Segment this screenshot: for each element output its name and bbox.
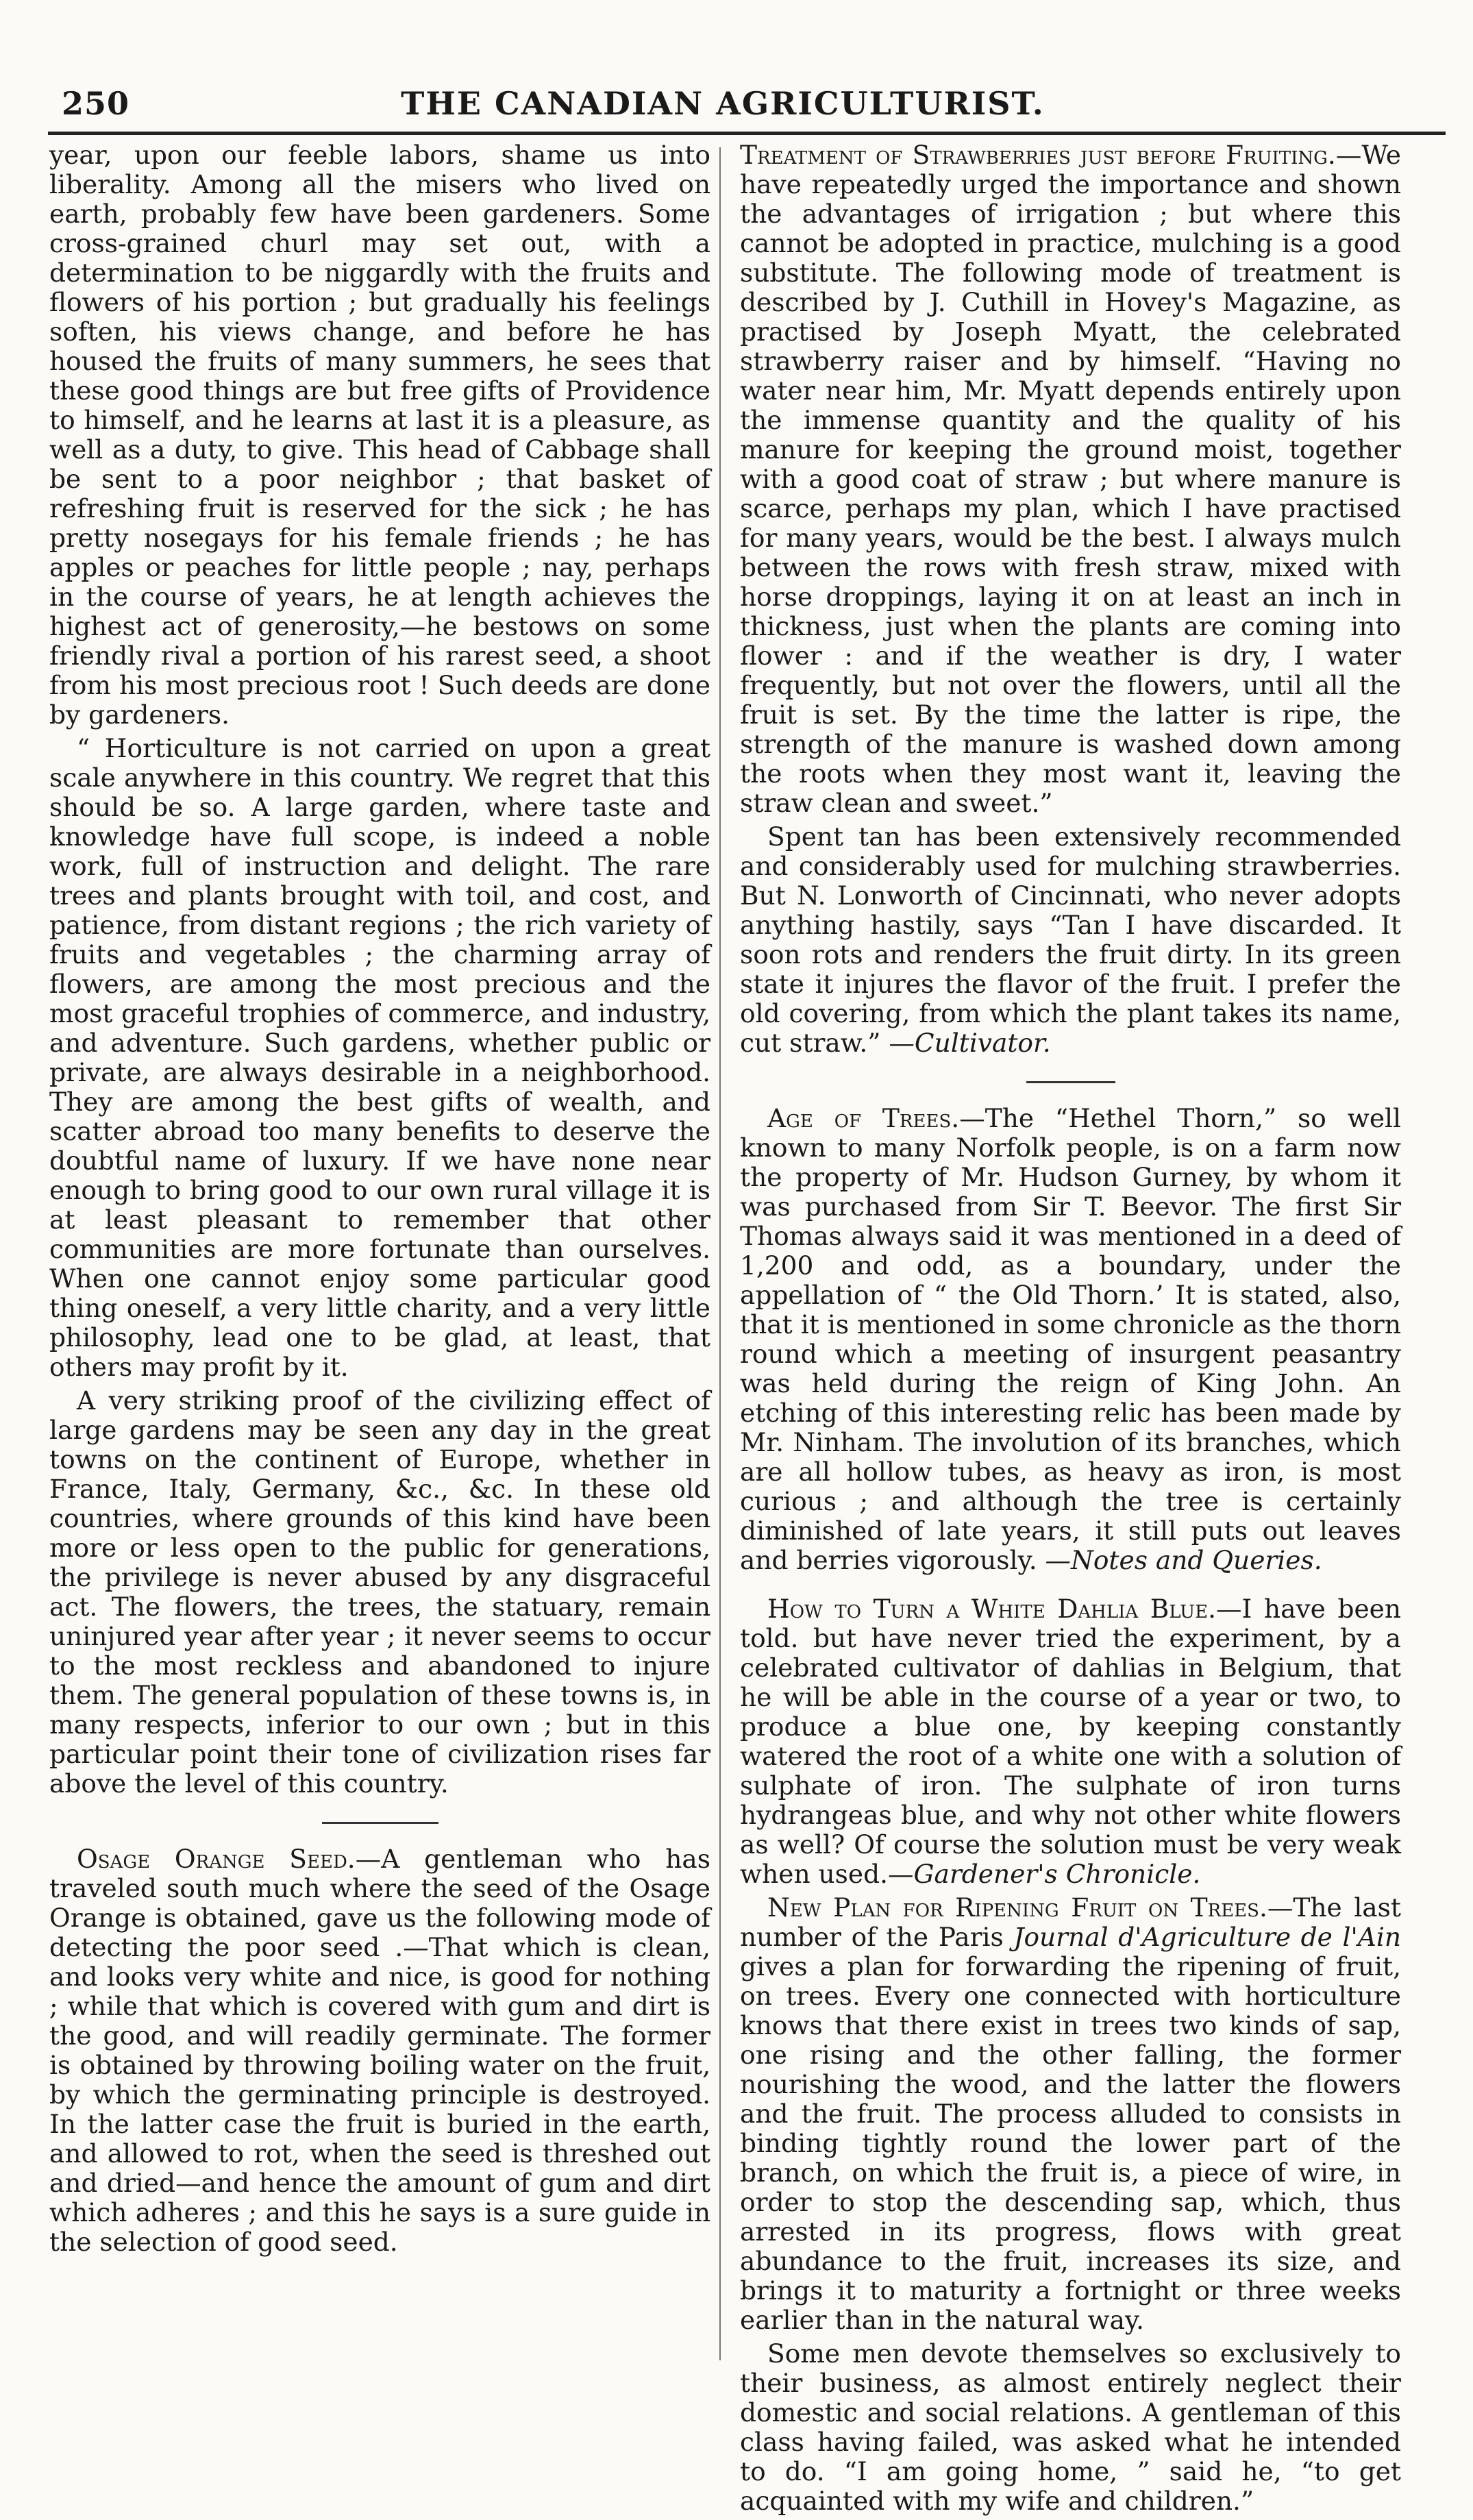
left-column — [49, 140, 710, 2261]
article-body: —I have been told. but have never tried the experiment, by a celebrated cultivator of dahlias in Belgium, that he will be able in the course of a year or two, to produce a blue one, by keeping constantly watered the root of a white one with a solution of sulphate of iron. The sulphate of iron turns hydrangeas blue, and why not other white flowers as well? Of course the solution must be very weak when used. — [740, 1594, 1401, 1889]
article-ripening-fruit — [740, 1893, 1401, 2335]
article-strawberries — [740, 140, 1401, 818]
article-age-of-trees — [740, 1104, 1401, 1575]
journal-name: Journal d'Agriculture de l'Ain — [1013, 1922, 1402, 1952]
article-title: Age of Trees. — [767, 1103, 960, 1133]
page-number: 250 — [62, 85, 130, 122]
article-title: New Plan for Ripening Fruit on Trees. — [767, 1892, 1267, 1923]
article-title: How to Turn a White Dahlia Blue. — [767, 1594, 1216, 1624]
article-body: Spent tan has been extensively recommended and considerably used for mulching strawberries. But N. Lonworth of Cincinnati, who never adopts anything hastily, says “Tan I have discarded. It soon rots and renders the fruit dirty. In its green state it injures the flavor of the fruit. I prefer the old covering, from which the plant takes its name, cut straw.” — [740, 822, 1401, 1058]
spacer — [740, 1579, 1401, 1594]
right-column — [740, 140, 1401, 2520]
paragraph-horticulture: “ Horticulture is not carried on upon a great scale anywhere in this country. We regret that this should be so. A large garden, where taste and knowledge have full scope, is indeed a noble work, full of instruction and delight. The rare trees and plants brought with toil, and cost, and patience, from distant regions ; the rich variety of fruits and vegetables ; the charming array of flowers, are among the most precious and the most graceful trophies of commerce, and industry, and adventure. Such gardens, whether public or private, are always desirable in a neighborhood. They are among the best gifts of wealth, and scatter abroad too many benefits to deserve the doubtful name of luxury. If we have none near enough to bring good to our own rural village it is at least pleasant to remember that other communities are more fortunate than ourselves. When one cannot enjoy some particular good thing oneself, a very little charity, and a very little philosophy, lead one to be glad, at least, that others may profit by it. — [49, 733, 710, 1382]
article-osage-orange — [49, 1844, 710, 2257]
article-body: —A gentleman who has traveled south much where the seed of the Osage Orange is obtained, gave us the following mode of detecting the poor seed .—That which is clean, and looks very white and nice, is good for nothing ; while that which is covered with gum and dirt is the good, and will readily germinate. The former is obtained by throwing boiling water on the fruit, by which the germinating principle is destroyed. In the latter case the fruit is buried in the earth, and allowed to rot, when the seed is threshed out and dried—and hence the amount of gum and dirt which adheres ; and this he says is a sure guide in the selection of good seed. — [49, 1844, 710, 2257]
article-dahlia — [740, 1594, 1401, 1889]
article-body: —The last number of the Paris — [740, 1892, 1401, 1952]
source-citation: —Notes and Queries. — [1045, 1545, 1322, 1575]
running-head — [41, 69, 1404, 122]
article-title: Osage Orange Seed. — [77, 1844, 356, 1874]
header-rule — [48, 132, 1446, 135]
article-body: gives a plan for forwarding the ripening of fruit, on trees. Every one connected with horticulture knows that there exist in trees two kinds of sap, one rising and the other falling, the former nourishing the wood, and the latter the flowers and the fruit. The process alluded to consists in binding tightly round the lower part of the branch, on which the fruit is, a piece of wire, in order to stop the descending sap, which, thus arrested in its progress, flows with great abundance to the fruit, increases its size, and brings it to maturity a fortnight or three weeks earlier than in the natural way. — [740, 1951, 1401, 2335]
section-divider — [322, 1822, 438, 1824]
section-divider — [1026, 1081, 1115, 1083]
paragraph-misers: year, upon our feeble labors, shame us into liberality. Among all the misers who lived on earth, probably few have been gardeners. Some cross-grained churl may set out, with a determination to be niggardly with the fruits and flowers of his portion ; but gradually his feelings soften, his views change, and before he has housed the fruits of many summers, he sees that these good things are but free gifts of Providence to himself, and he learns at last it is a pleasure, as well as a duty, to give. This head of Cabbage shall be sent to a poor neighbor ; that basket of refreshing fruit is reserved for the sick ; he has pretty nosegays for his female friends ; he has apples or peaches for little people ; nay, perhaps in the course of years, he at length achieves the highest act of generosity,—he bestows on some friendly rival a portion of his rarest seed, a shoot from his most precious root ! Such deeds are done by gardeners. — [49, 140, 710, 730]
article-spent-tan — [740, 822, 1401, 1058]
paragraph-devote-business: Some men devote themselves so exclusively to their business, as almost entirely neglect their domestic and social relations. A gentleman of this class having failed, was asked what he intended to do. “I am going home, ” said he, “to get acquainted with my wife and children.” — [740, 2338, 1401, 2516]
source-citation: —Gardener's Chronicle. — [888, 1859, 1201, 1889]
article-body: —The “Hethel Thorn,” so well known to many Norfolk people, is on a farm now the property of Mr. Hudson Gurney, by whom it was purchased from Sir T. Beevor. The first Sir Thomas always said it was mentioned in a deed of 1,200 and odd, as a boundary, under the appellation of “ the Old Thorn.’ It is stated, also, that it is mentioned in some chronicle as the thorn round which a meeting of insurgent peasantry was held during the reign of King John. An etching of this interesting relic has been made by Mr. Ninham. The involution of its branches, which are all hollow tubes, as heavy as iron, is most curious ; and although the tree is certainly diminished of late years, it still puts out leaves and berries vigorously. — [740, 1103, 1401, 1575]
article-body: —We have repeatedly urged the importance and shown the advantages of irrigation ; but where this cannot be adopted in practice, mulching is a good substitute. The following mode of treatment is described by J. Cuthill in Hovey's Magazine, as practised by Joseph Myatt, the celebrated strawberry raiser and by himself. “Having no water near him, Mr. Myatt depends entirely upon the immense quantity and the quality of his manure for keeping the ground moist, together with a good coat of straw ; but where manure is scarce, perhaps my plan, which I have practised for many years, would be the best. I always mulch between the rows with fresh straw, mixed with horse droppings, laying it on at least an inch in thickness, just when the plants are coming into flower : and if the weather is dry, I water frequently, but not over the flowers, until all the fruit is set. By the time the latter is ripe, the strength of the manure is washed down among the roots when they most want it, leaving the straw clean and sweet.” — [740, 140, 1401, 818]
article-title: Treatment of Strawberries just before Fruiting. — [740, 140, 1336, 170]
source-citation: —Cultivator. — [889, 1028, 1051, 1058]
paragraph-civilizing-effect: A very striking proof of the civilizing effect of large gardens may be seen any day in the great towns on the continent of Europe, whether in France, Italy, Germany, &c., &c. In these old countries, where grounds of this kind have been more or less open to the public for generations, the privilege is never abused by any disgraceful act. The flowers, the trees, the statuary, remain uninjured year after year ; it never seems to occur to the most reckless and abandoned to injure them. The general population of these towns is, in many respects, inferior to our own ; but in this particular point their tone of civilization rises far above the level of this country. — [49, 1385, 710, 1799]
journal-title: THE CANADIAN AGRICULTURIST. — [401, 85, 1045, 122]
column-divider — [719, 147, 721, 2360]
